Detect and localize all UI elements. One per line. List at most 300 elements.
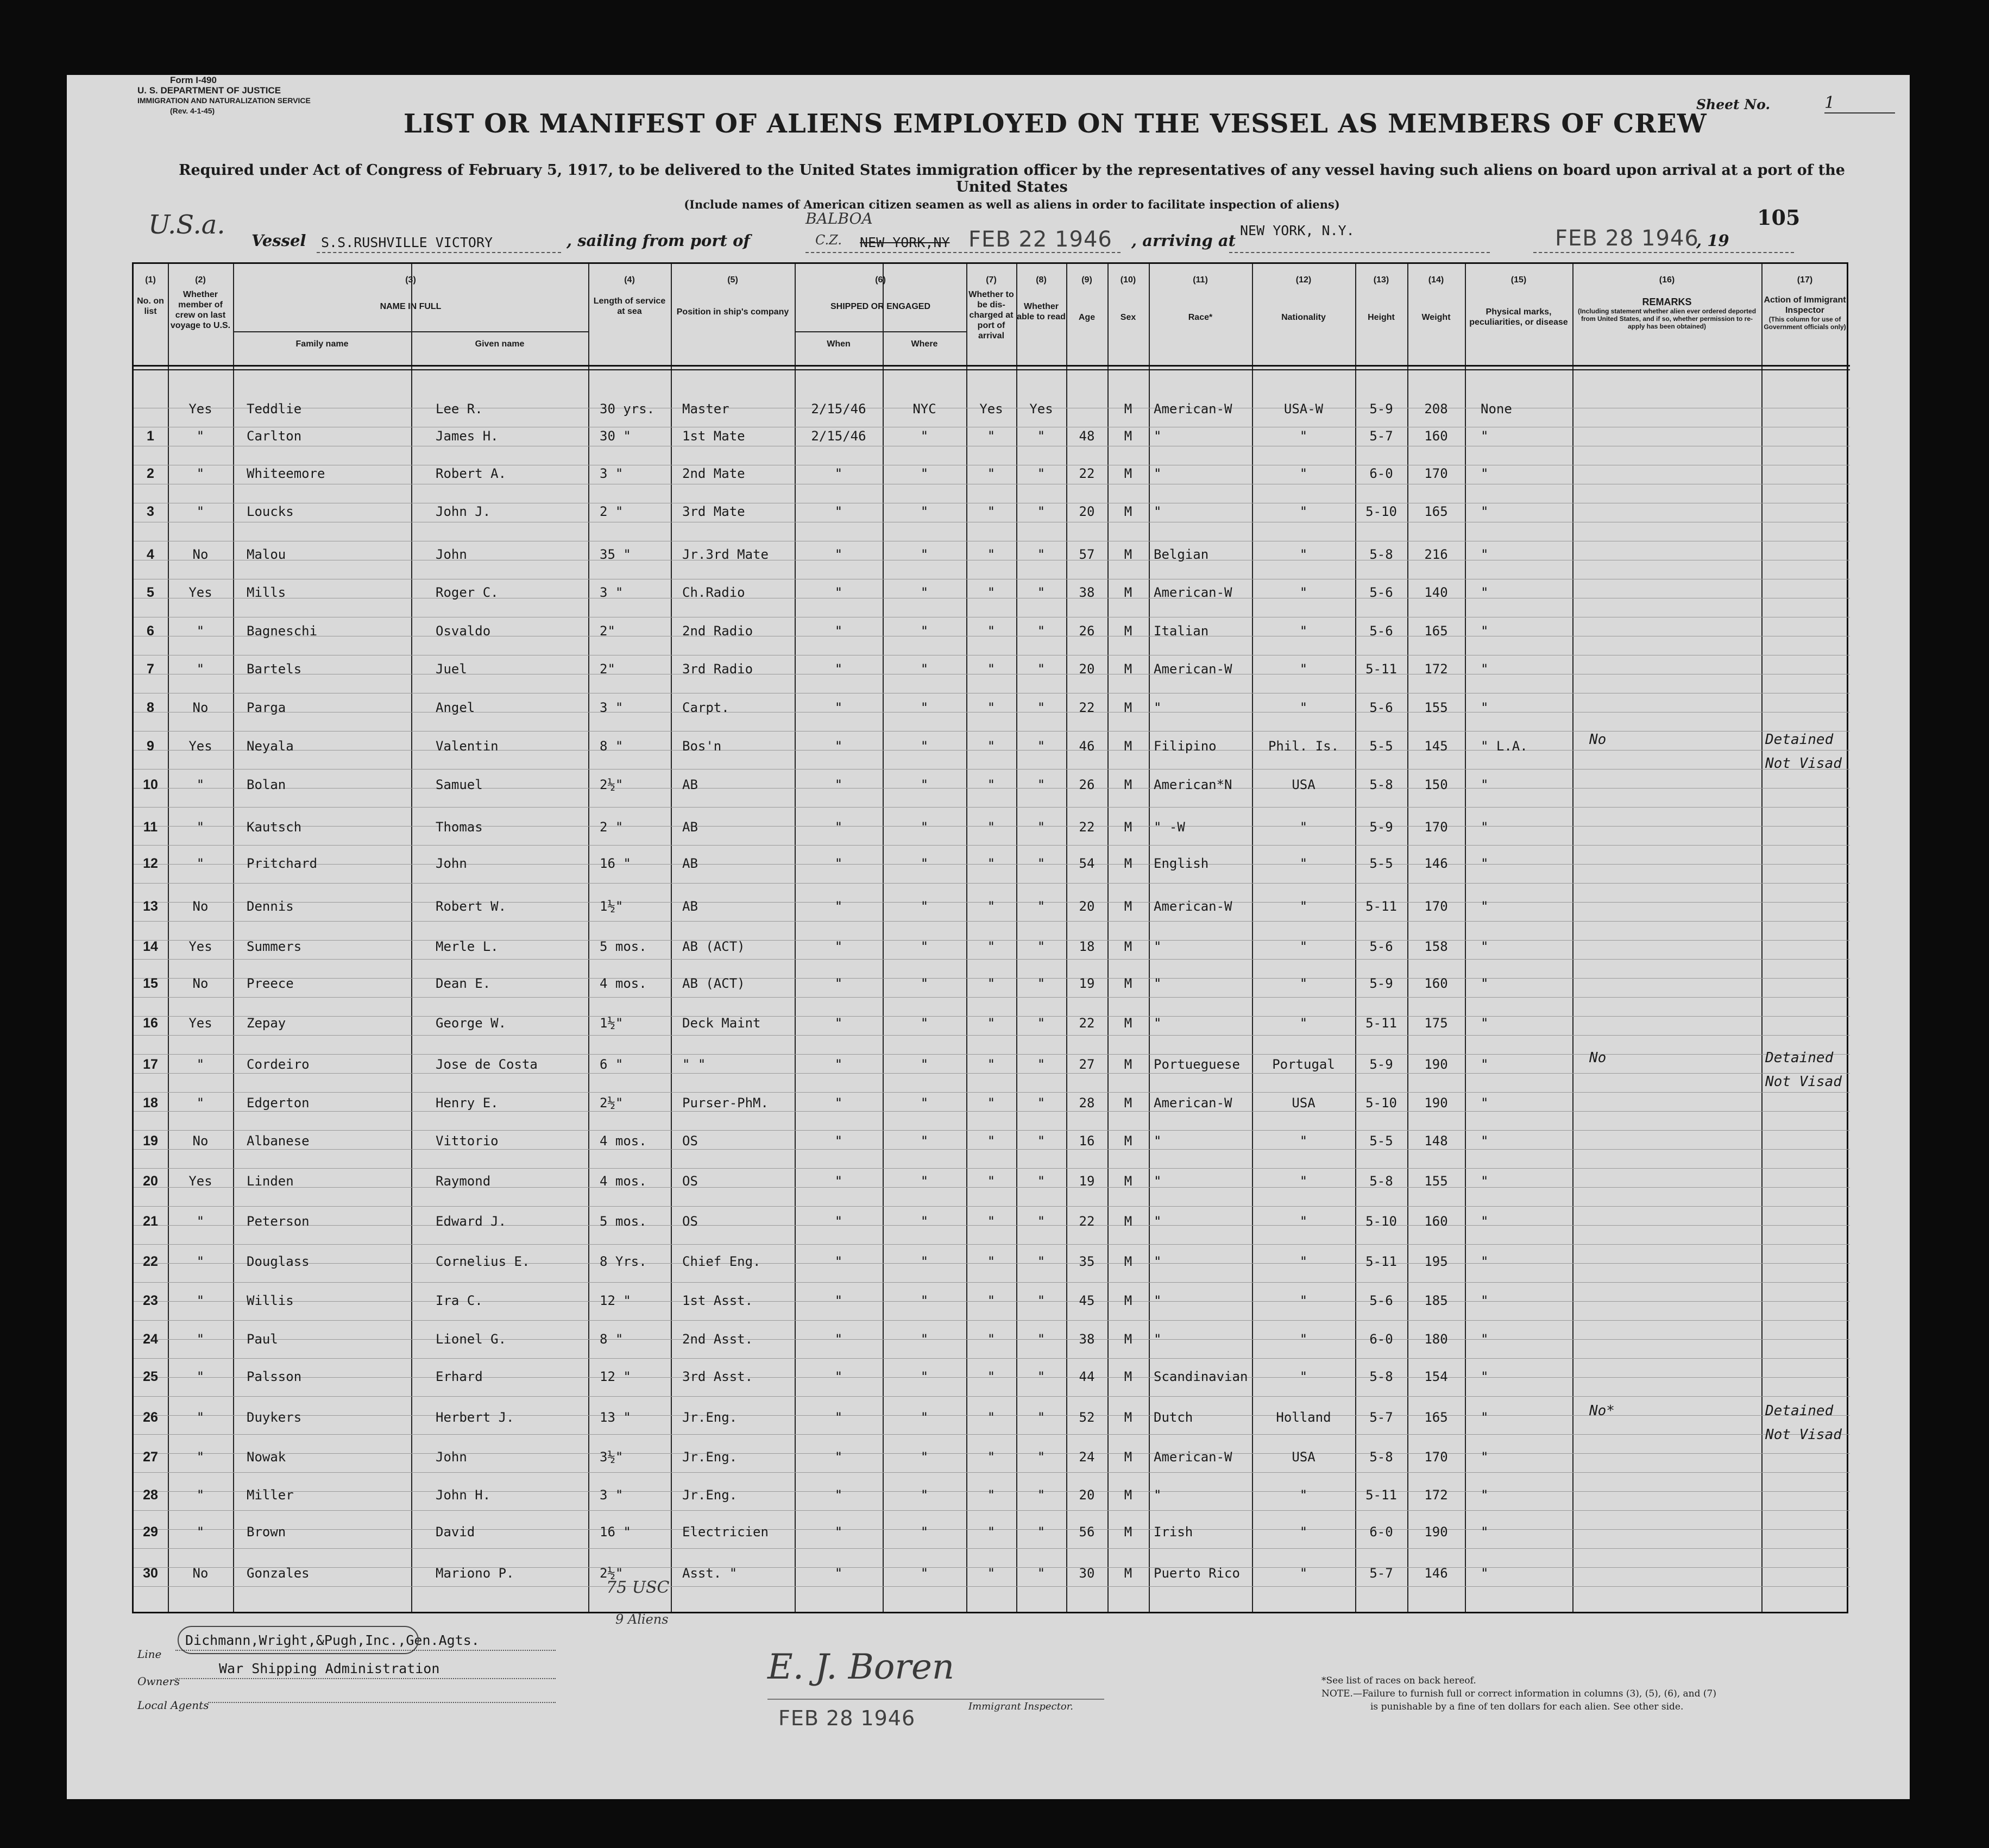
cell-given: John: [436, 547, 467, 562]
header-col-2: (2) Whether member of crew on last voyage to U.S.: [170, 275, 231, 330]
cell-when: ": [834, 1016, 843, 1031]
cell-marks: ": [1481, 1410, 1489, 1425]
manifest-sheet: [67, 75, 1910, 1799]
cell-when: ": [834, 1449, 843, 1465]
cell-family: Parga: [247, 700, 286, 715]
cell-position: Electricien: [682, 1524, 769, 1540]
cell-age: 45: [1079, 1293, 1095, 1308]
table-row: [134, 1095, 1850, 1117]
cell-race: Dutch: [1154, 1410, 1193, 1425]
cell-sex: M: [1124, 777, 1132, 792]
cell-where: ": [920, 1524, 929, 1540]
cell-given: Jose de Costa: [436, 1057, 538, 1072]
table-row: [134, 976, 1850, 998]
inspection-date-stamp: FEB 28 1946: [778, 1706, 916, 1730]
cell-where: ": [920, 1369, 929, 1384]
header-col-9: (9) Age: [1078, 275, 1096, 322]
sailing-label: , sailing from port of: [567, 231, 750, 250]
cell-given: Ira C.: [436, 1293, 483, 1308]
cell-nat: USA-W: [1283, 401, 1324, 417]
table-row: [134, 1449, 1850, 1471]
cell-read: ": [1037, 700, 1046, 715]
cell-disch: Yes: [979, 401, 1003, 417]
cell-race: ": [1154, 1016, 1162, 1031]
cell-family: Paul: [247, 1332, 278, 1347]
cell-prev: ": [196, 1410, 205, 1425]
cell-race: ": [1154, 700, 1162, 715]
cell-position: AB (ACT): [682, 939, 745, 954]
cell-family: Peterson: [247, 1214, 310, 1229]
cell-height: 5-11: [1365, 1016, 1397, 1031]
cell-family: Whiteemore: [247, 466, 325, 481]
cell-position: 3rd Mate: [682, 504, 745, 519]
header-col-1: (1) No. on list: [137, 275, 164, 316]
cell-given: John: [436, 856, 467, 871]
cell-when: ": [834, 1214, 843, 1229]
header-col-5: (5) Position in ship's company: [676, 275, 789, 317]
cell-where: ": [920, 1174, 929, 1189]
cell-family: Pritchard: [247, 856, 318, 871]
cell-read: ": [1037, 1524, 1046, 1540]
cell-length: 2": [600, 661, 615, 677]
cell-where: ": [920, 1487, 929, 1503]
cell-family: Brown: [247, 1524, 286, 1540]
cell-height: 5-6: [1369, 700, 1393, 715]
cell-no: 2: [147, 466, 154, 481]
cell-age: 22: [1079, 1214, 1095, 1229]
cell-read: ": [1037, 428, 1046, 444]
cell-no: 27: [143, 1449, 158, 1465]
cell-nat: ": [1299, 1016, 1308, 1031]
table-row: [134, 1403, 1850, 1443]
row-divider: [134, 1282, 1850, 1283]
cell-nat: ": [1299, 585, 1308, 600]
cell-disch: ": [987, 939, 996, 954]
cell-race: ": [1154, 1174, 1162, 1189]
cell-where: ": [920, 504, 929, 519]
cell-where: ": [920, 466, 929, 481]
cell-when: ": [834, 1057, 843, 1072]
cell-age: 19: [1079, 976, 1095, 991]
cell-where: ": [920, 819, 929, 835]
cell-sex: M: [1124, 585, 1132, 600]
cell-family: Mills: [247, 585, 286, 600]
cell-height: 5-10: [1365, 504, 1397, 519]
cell-where: ": [920, 1293, 929, 1308]
cell-read: Yes: [1029, 401, 1053, 417]
cell-race: ": [1154, 939, 1162, 954]
cell-sex: M: [1124, 976, 1132, 991]
cell-no: 20: [143, 1174, 158, 1189]
cell-height: 5-9: [1369, 819, 1393, 835]
inspector-signature: E. J. Boren: [767, 1647, 955, 1687]
cell-age: 52: [1079, 1410, 1095, 1425]
cell-position: Jr.Eng.: [682, 1410, 738, 1425]
cell-read: ": [1037, 623, 1046, 639]
cell-height: 5-11: [1365, 1254, 1397, 1269]
cell-prev: No: [192, 976, 209, 991]
cell-disch: ": [987, 819, 996, 835]
cell-prev: No: [192, 899, 209, 914]
cell-race: Filipino: [1154, 739, 1217, 754]
line-circle: [178, 1626, 419, 1654]
cell-disch: ": [987, 976, 996, 991]
cell-read: ": [1037, 1487, 1046, 1503]
header-where: Where: [911, 339, 938, 349]
cell-marks: ": [1481, 1254, 1489, 1269]
cell-age: 20: [1079, 899, 1095, 914]
cell-race: American-W: [1154, 585, 1232, 600]
cell-read: ": [1037, 1566, 1046, 1581]
cell-no: 12: [143, 856, 158, 871]
table-row: [134, 401, 1850, 423]
cell-height: 5-6: [1369, 939, 1393, 954]
cell-length: 13 ": [600, 1410, 631, 1425]
cell-nat: ": [1299, 428, 1308, 444]
cell-nat: ": [1299, 1524, 1308, 1540]
cell-height: 6-0: [1369, 1524, 1393, 1540]
cell-nat: ": [1299, 700, 1308, 715]
cell-where: ": [920, 739, 929, 754]
cell-marks: ": [1481, 1095, 1489, 1111]
stamp-number: 105: [1757, 205, 1801, 230]
cell-disch: ": [987, 547, 996, 562]
cell-prev: ": [196, 504, 205, 519]
cell-nat: ": [1299, 1332, 1308, 1347]
cell-position: AB: [682, 777, 698, 792]
cell-disch: ": [987, 466, 996, 481]
cell-weight: 148: [1424, 1133, 1448, 1149]
cell-race: Puerto Rico: [1154, 1566, 1240, 1581]
vessel-name: S.S.RUSHVILLE VICTORY: [321, 235, 493, 250]
cell-no: 5: [147, 585, 154, 600]
cell-length: 4 mos.: [600, 1174, 647, 1189]
cell-age: 19: [1079, 1174, 1095, 1189]
cell-given: Cornelius E.: [436, 1254, 530, 1269]
cell-age: 28: [1079, 1095, 1095, 1111]
handwritten-total: 75 USC: [606, 1578, 670, 1597]
cell-no: 28: [143, 1487, 158, 1503]
cell-nat: Phil. Is.: [1268, 739, 1339, 754]
cell-given: Thomas: [436, 819, 483, 835]
penalty-note: NOTE.—Failure to furnish full or correct information in columns (3), (5), (6), and (7): [1321, 1688, 1716, 1699]
cell-sex: M: [1124, 1449, 1132, 1465]
from-port-struck: NEW YORK,NY: [860, 235, 950, 250]
table-row: [134, 585, 1850, 607]
handwritten-balboa: BALBOA: [805, 210, 873, 228]
cell-action: Detained Not Visad: [1765, 1403, 1842, 1443]
cell-prev: Yes: [188, 939, 212, 954]
cell-sex: M: [1124, 1057, 1132, 1072]
cell-height: 5-6: [1369, 623, 1393, 639]
cell-when: ": [834, 1487, 843, 1503]
cell-age: 54: [1079, 856, 1095, 871]
cell-no: 4: [147, 547, 154, 562]
cell-race: ": [1154, 1332, 1162, 1347]
cell-weight: 165: [1424, 623, 1448, 639]
cell-marks: ": [1481, 1524, 1489, 1540]
cell-no: 14: [143, 939, 158, 954]
cell-family: Dennis: [247, 899, 294, 914]
row-divider: [795, 331, 966, 332]
cell-nat: ": [1299, 466, 1308, 481]
cell-position: OS: [682, 1133, 698, 1149]
cell-race: American*N: [1154, 777, 1232, 792]
cell-no: 19: [143, 1133, 158, 1149]
cell-where: ": [920, 1566, 929, 1581]
cell-height: 5-6: [1369, 1293, 1393, 1308]
header-col-14: (14) Weight: [1421, 275, 1451, 322]
cell-sex: M: [1124, 700, 1132, 715]
cell-age: 20: [1079, 504, 1095, 519]
cell-family: Miller: [247, 1487, 294, 1503]
cell-position: AB (ACT): [682, 976, 745, 991]
cell-read: ": [1037, 1369, 1046, 1384]
row-divider: [134, 1396, 1850, 1397]
cell-weight: 190: [1424, 1057, 1448, 1072]
header-col-16: (16) REMARKS (Including statement whether alien ever ordered deported from United States, and if so, whether permission to re-apply has been obtained): [1577, 275, 1757, 330]
cell-read: ": [1037, 1449, 1046, 1465]
cell-weight: 150: [1424, 777, 1448, 792]
cell-no: 8: [147, 700, 154, 715]
header-col-11: (11) Race*: [1188, 275, 1213, 322]
cell-length: 8 ": [600, 739, 624, 754]
cell-no: 15: [143, 976, 158, 991]
cell-length: 3 ": [600, 466, 624, 481]
cell-sex: M: [1124, 1487, 1132, 1503]
table-row: [134, 1487, 1850, 1509]
cell-disch: ": [987, 661, 996, 677]
cell-no: 26: [143, 1410, 158, 1425]
cell-prev: Yes: [188, 401, 212, 417]
cell-read: ": [1037, 1410, 1046, 1425]
cell-length: 16 ": [600, 1524, 631, 1540]
owners-value: War Shipping Administration: [219, 1661, 440, 1676]
cell-height: 5-5: [1369, 856, 1393, 871]
table-row: [134, 700, 1850, 722]
cell-weight: 154: [1424, 1369, 1448, 1384]
penalty-note-2: is punishable by a fine of ten dollars for each alien. See other side.: [1370, 1701, 1684, 1712]
cell-age: 22: [1079, 700, 1095, 715]
cell-race: ": [1154, 1487, 1162, 1503]
cell-where: ": [920, 1254, 929, 1269]
cell-sex: M: [1124, 1214, 1132, 1229]
page-subtitle: Required under Act of Congress of February 5, 1917, to be delivered to the United States immigration officer by the representatives of any vessel having such aliens on board upon arrival at a port of the United States: [179, 162, 1845, 195]
cell-race: ": [1154, 466, 1162, 481]
cell-action: Detained Not Visad: [1765, 1050, 1842, 1090]
page-title: LIST OR MANIFEST OF ALIENS EMPLOYED ON THE VESSEL AS MEMBERS OF CREW: [404, 109, 1707, 139]
cell-disch: ": [987, 1566, 996, 1581]
cell-length: 30 ": [600, 428, 631, 444]
cell-length: 1½": [600, 899, 624, 914]
cell-prev: ": [196, 661, 205, 677]
cell-position: Chief Eng.: [682, 1254, 761, 1269]
sheet-no-value: 1: [1824, 93, 1895, 113]
cell-where: ": [920, 428, 929, 444]
cell-sex: M: [1124, 466, 1132, 481]
row-divider: [134, 365, 1850, 367]
cell-read: ": [1037, 1332, 1046, 1347]
cell-no: 9: [147, 739, 154, 754]
cell-no: 13: [143, 899, 158, 914]
cell-disch: ": [987, 1095, 996, 1111]
cell-position: 2nd Mate: [682, 466, 745, 481]
cell-prev: ": [196, 1057, 205, 1072]
cell-disch: ": [987, 739, 996, 754]
cell-given: Dean E.: [436, 976, 491, 991]
table-row: [134, 939, 1850, 961]
table-row: [134, 466, 1850, 488]
cell-length: 3 ": [600, 1487, 624, 1503]
table-row: [134, 623, 1850, 645]
cell-when: ": [834, 739, 843, 754]
header-col-6: (6) SHIPPED OR ENGAGED: [830, 275, 931, 311]
cell-nat: ": [1299, 547, 1308, 562]
cell-age: 48: [1079, 428, 1095, 444]
row-divider: [134, 883, 1850, 884]
cell-disch: ": [987, 1057, 996, 1072]
cell-remarks: No: [1589, 1050, 1607, 1066]
crew-table: [132, 262, 1848, 1613]
cell-prev: ": [196, 856, 205, 871]
row-divider: [134, 1168, 1850, 1169]
cell-read: ": [1037, 819, 1046, 835]
cell-disch: ": [987, 1016, 996, 1031]
cell-length: 3½": [600, 1449, 624, 1465]
cell-when: ": [834, 1095, 843, 1111]
cell-when: ": [834, 856, 843, 871]
cell-given: James H.: [436, 428, 499, 444]
cell-sex: M: [1124, 856, 1132, 871]
cell-when: ": [834, 623, 843, 639]
cell-height: 5-8: [1369, 1449, 1393, 1465]
cell-position: AB: [682, 819, 698, 835]
cell-when: ": [834, 1133, 843, 1149]
cell-marks: ": [1481, 1487, 1489, 1503]
row-divider: [134, 1472, 1850, 1473]
cell-when: ": [834, 899, 843, 914]
cell-weight: 160: [1424, 1214, 1448, 1229]
cell-given: David: [436, 1524, 475, 1540]
cell-when: ": [834, 700, 843, 715]
cell-nat: Holland: [1276, 1410, 1331, 1425]
cell-weight: 165: [1424, 504, 1448, 519]
cell-nat: ": [1299, 856, 1308, 871]
cell-prev: ": [196, 1095, 205, 1111]
cell-no: 10: [143, 777, 158, 792]
vessel-label: Vessel: [251, 231, 306, 250]
cell-prev: No: [192, 547, 209, 562]
cell-position: Jr.Eng.: [682, 1449, 738, 1465]
cell-height: 5-10: [1365, 1095, 1397, 1111]
cell-sex: M: [1124, 504, 1132, 519]
cell-given: Angel: [436, 700, 475, 715]
cell-prev: ": [196, 777, 205, 792]
cell-race: ": [1154, 1214, 1162, 1229]
cell-disch: ": [987, 1369, 996, 1384]
cell-where: ": [920, 1016, 929, 1031]
cell-height: 6-0: [1369, 466, 1393, 481]
cell-family: Bolan: [247, 777, 286, 792]
cell-length: 2½": [600, 1095, 624, 1111]
cell-prev: ": [196, 819, 205, 835]
cell-weight: 170: [1424, 819, 1448, 835]
cell-disch: ": [987, 1449, 996, 1465]
cell-prev: Yes: [188, 1174, 212, 1189]
cell-position: Master: [682, 401, 729, 417]
cell-disch: ": [987, 623, 996, 639]
cell-position: Jr.Eng.: [682, 1487, 738, 1503]
cell-sex: M: [1124, 547, 1132, 562]
cell-prev: Yes: [188, 585, 212, 600]
cell-height: 5-11: [1365, 1487, 1397, 1503]
cell-length: 2": [600, 623, 615, 639]
cell-where: ": [920, 1449, 929, 1465]
cell-read: ": [1037, 976, 1046, 991]
cell-given: Osvaldo: [436, 623, 491, 639]
cell-family: Douglass: [247, 1254, 310, 1269]
cell-where: ": [920, 976, 929, 991]
cell-disch: ": [987, 428, 996, 444]
cell-when: ": [834, 504, 843, 519]
cell-disch: ": [987, 585, 996, 600]
cell-given: Mariono P.: [436, 1566, 514, 1581]
cell-marks: ": [1481, 1293, 1489, 1308]
cell-marks: ": [1481, 899, 1489, 914]
cell-where: ": [920, 777, 929, 792]
cell-read: ": [1037, 856, 1046, 871]
header-family-name: Family name: [295, 339, 349, 349]
cell-family: Nowak: [247, 1449, 286, 1465]
cell-weight: 172: [1424, 1487, 1448, 1503]
cell-read: ": [1037, 1214, 1046, 1229]
cell-when: ": [834, 1293, 843, 1308]
cell-nat: ": [1299, 1254, 1308, 1269]
cell-length: 2½": [600, 1566, 624, 1581]
cell-given: Vittorio: [436, 1133, 499, 1149]
cell-nat: ": [1299, 661, 1308, 677]
cell-age: 46: [1079, 739, 1095, 754]
cell-prev: No: [192, 1133, 209, 1149]
cell-length: 5 mos.: [600, 939, 647, 954]
cell-prev: Yes: [188, 739, 212, 754]
cell-given: John J.: [436, 504, 491, 519]
cell-length: 2½": [600, 777, 624, 792]
cell-length: 4 mos.: [600, 1133, 647, 1149]
cell-disch: ": [987, 1332, 996, 1347]
cell-marks: ": [1481, 777, 1489, 792]
cell-no: 29: [143, 1524, 158, 1540]
cell-length: 30 yrs.: [600, 401, 655, 417]
cell-length: 5 mos.: [600, 1214, 647, 1229]
races-note: *See list of races on back hereof.: [1321, 1675, 1476, 1686]
cell-where: ": [920, 700, 929, 715]
cell-weight: 146: [1424, 856, 1448, 871]
cell-read: ": [1037, 1016, 1046, 1031]
cell-sex: M: [1124, 1133, 1132, 1149]
cell-length: 12 ": [600, 1293, 631, 1308]
cell-weight: 190: [1424, 1524, 1448, 1540]
cell-no: 7: [147, 661, 154, 677]
cell-prev: No: [192, 1566, 209, 1581]
table-row: [134, 731, 1850, 772]
cell-height: 5-8: [1369, 1369, 1393, 1384]
inspector-label: Immigrant Inspector.: [968, 1701, 1074, 1712]
header-col-7: (7) Whether to be dis-charged at port of arrival: [968, 275, 1014, 340]
cell-no: 23: [143, 1293, 158, 1308]
cell-sex: M: [1124, 1095, 1132, 1111]
cell-weight: 175: [1424, 1016, 1448, 1031]
